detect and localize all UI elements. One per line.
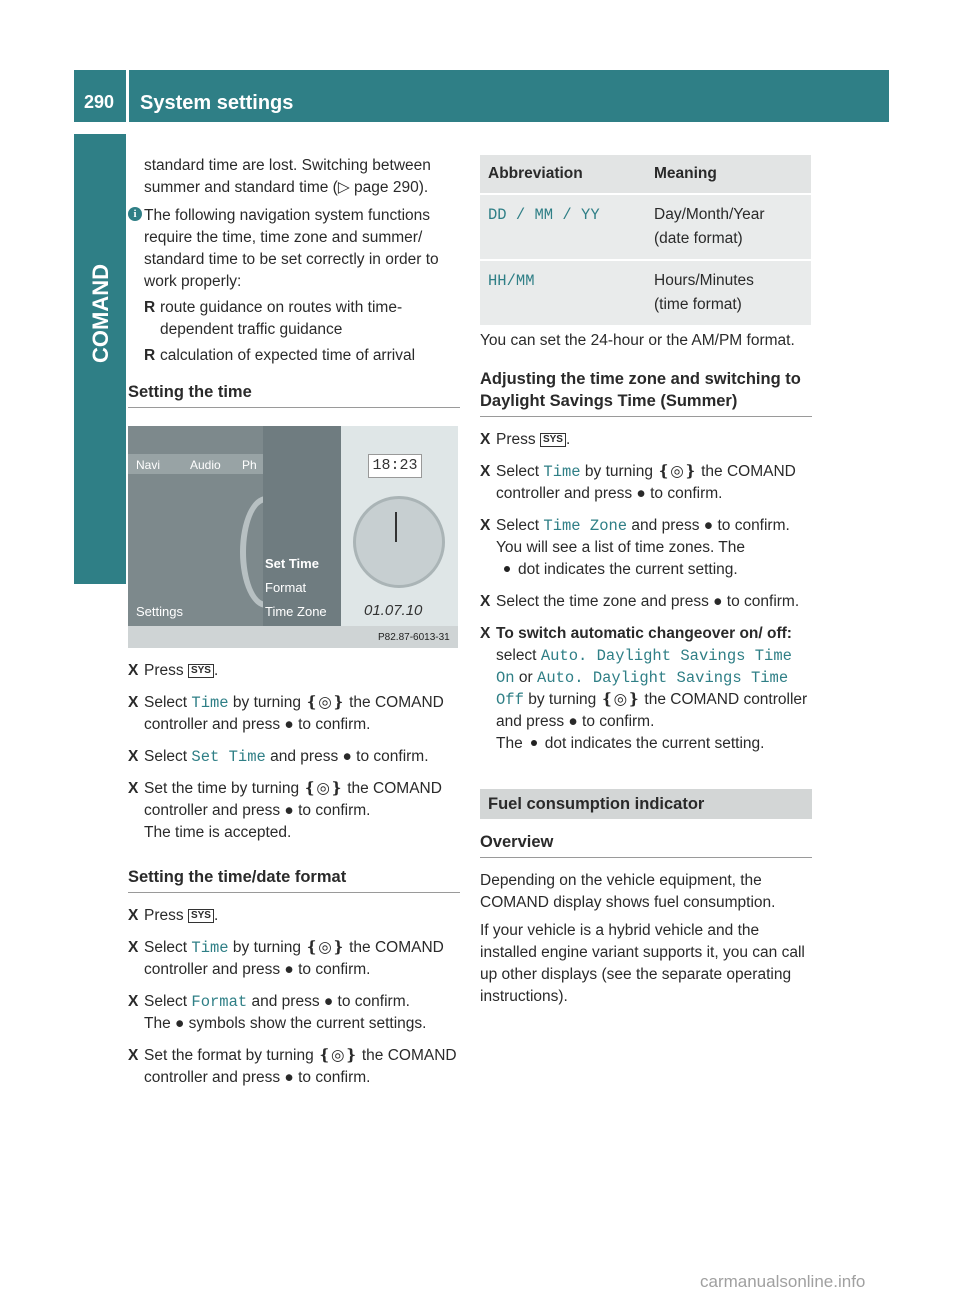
step: X Select Format and press ● to confirm. The ● symbols show the current settings.: [128, 993, 427, 1032]
menu-phone: Ph: [242, 458, 257, 472]
info-icon: i: [128, 207, 142, 221]
side-tab: [74, 134, 126, 584]
step: X Select Time by turning ❴◎❵ the COMAND controller and press ● to confirm.: [480, 463, 796, 502]
intro-text: standard time are lost. Switching between summer and standard time (▷ page 290).: [144, 157, 431, 196]
table-row: HH/MM Hours/Minutes (time format): [480, 260, 811, 325]
overview-paragraph: Depending on the vehicle equipment, the COMAND display shows fuel consumption.: [480, 872, 776, 911]
step: X Select Time by turning ❴◎❵ the COMAND controller and press ● to confirm.: [128, 694, 444, 733]
table-row: DD / MM / YY Day/Month/Year (date format): [480, 194, 811, 260]
step: X Select Time Zone and press ● to confirm. You will see a list of time zones. The dot indicates the current setting.: [480, 517, 790, 578]
step: X Press SYS .: [128, 662, 219, 679]
heading-time-date-format: Setting the time/date format: [128, 866, 460, 893]
left-steps: [128, 660, 460, 1099]
header-divider: [126, 70, 129, 122]
analog-clock: [353, 496, 445, 588]
watermark: carmanualsonline.info: [700, 1272, 866, 1291]
right-column: [480, 330, 812, 1014]
section-title: System settings: [140, 92, 294, 114]
date-display: 01.07.10: [364, 602, 423, 619]
step: X Set the time by turning ❴◎❵ the COMAND controller and press ● to confirm. The time is accepted.: [128, 780, 442, 841]
page-header: [74, 70, 889, 122]
step: X Select Time by turning ❴◎❵ the COMAND controller and press ● to confirm.: [128, 939, 444, 978]
step: X Press SYS .: [480, 431, 571, 448]
table-header: Meaning: [646, 155, 811, 194]
side-tab-label: COMAND: [88, 264, 113, 363]
clock-digital: 18:23: [368, 454, 422, 478]
option-set-time: Set Time: [265, 556, 319, 571]
table-header: Abbreviation: [480, 155, 646, 194]
step: X Set the format by turning ❴◎❵ the COMAND controller and press ● to confirm.: [128, 1047, 457, 1086]
page-number: 290: [84, 92, 115, 112]
info-text: The following navigation system functions require the time, time zone and summer/ standard time to be set correctly in order to work properly:: [144, 207, 439, 290]
step: X Select the time zone and press ● to confirm.: [480, 593, 800, 610]
list-item: R route guidance on routes with time-dependent traffic guidance: [144, 299, 403, 338]
left-column: [128, 155, 460, 420]
option-time-zone: Time Zone: [265, 604, 327, 619]
step: X Select Set Time and press ● to confirm.: [128, 748, 429, 766]
menu-navi: Navi: [136, 458, 161, 472]
list-item: R calculation of expected time of arrival: [144, 347, 416, 364]
abbreviation-table: [480, 155, 811, 325]
fuel-section-title: Fuel consumption indicator: [480, 789, 812, 819]
menu-audio: Audio: [190, 458, 221, 472]
figure-code: P82.87-6013-31: [378, 632, 450, 643]
option-format: Format: [265, 580, 307, 595]
info-note: [128, 205, 460, 293]
heading-overview: Overview: [480, 831, 812, 858]
hybrid-paragraph: If your vehicle is a hybrid vehicle and the installed engine variant supports it, you can call up other displays (see the separate operating instructions).: [480, 922, 805, 1005]
settings-label: Settings: [136, 604, 183, 619]
format-text: You can set the 24-hour or the AM/PM format.: [480, 332, 795, 349]
step-auto-changeover: X To switch automatic changeover on/ off: select Auto. Daylight Savings Time On or Auto. Daylight Savings Time Off by turning ❴◎❵ the COMAND controller and press ● to confirm. The dot indicates the current setting.: [480, 625, 808, 752]
step: X Press SYS .: [128, 907, 219, 924]
heading-time-zone: Adjusting the time zone and switching to Daylight Savings Time (Summer): [480, 368, 812, 417]
comand-screenshot: [128, 426, 458, 648]
heading-setting-time: Setting the time: [128, 381, 460, 408]
